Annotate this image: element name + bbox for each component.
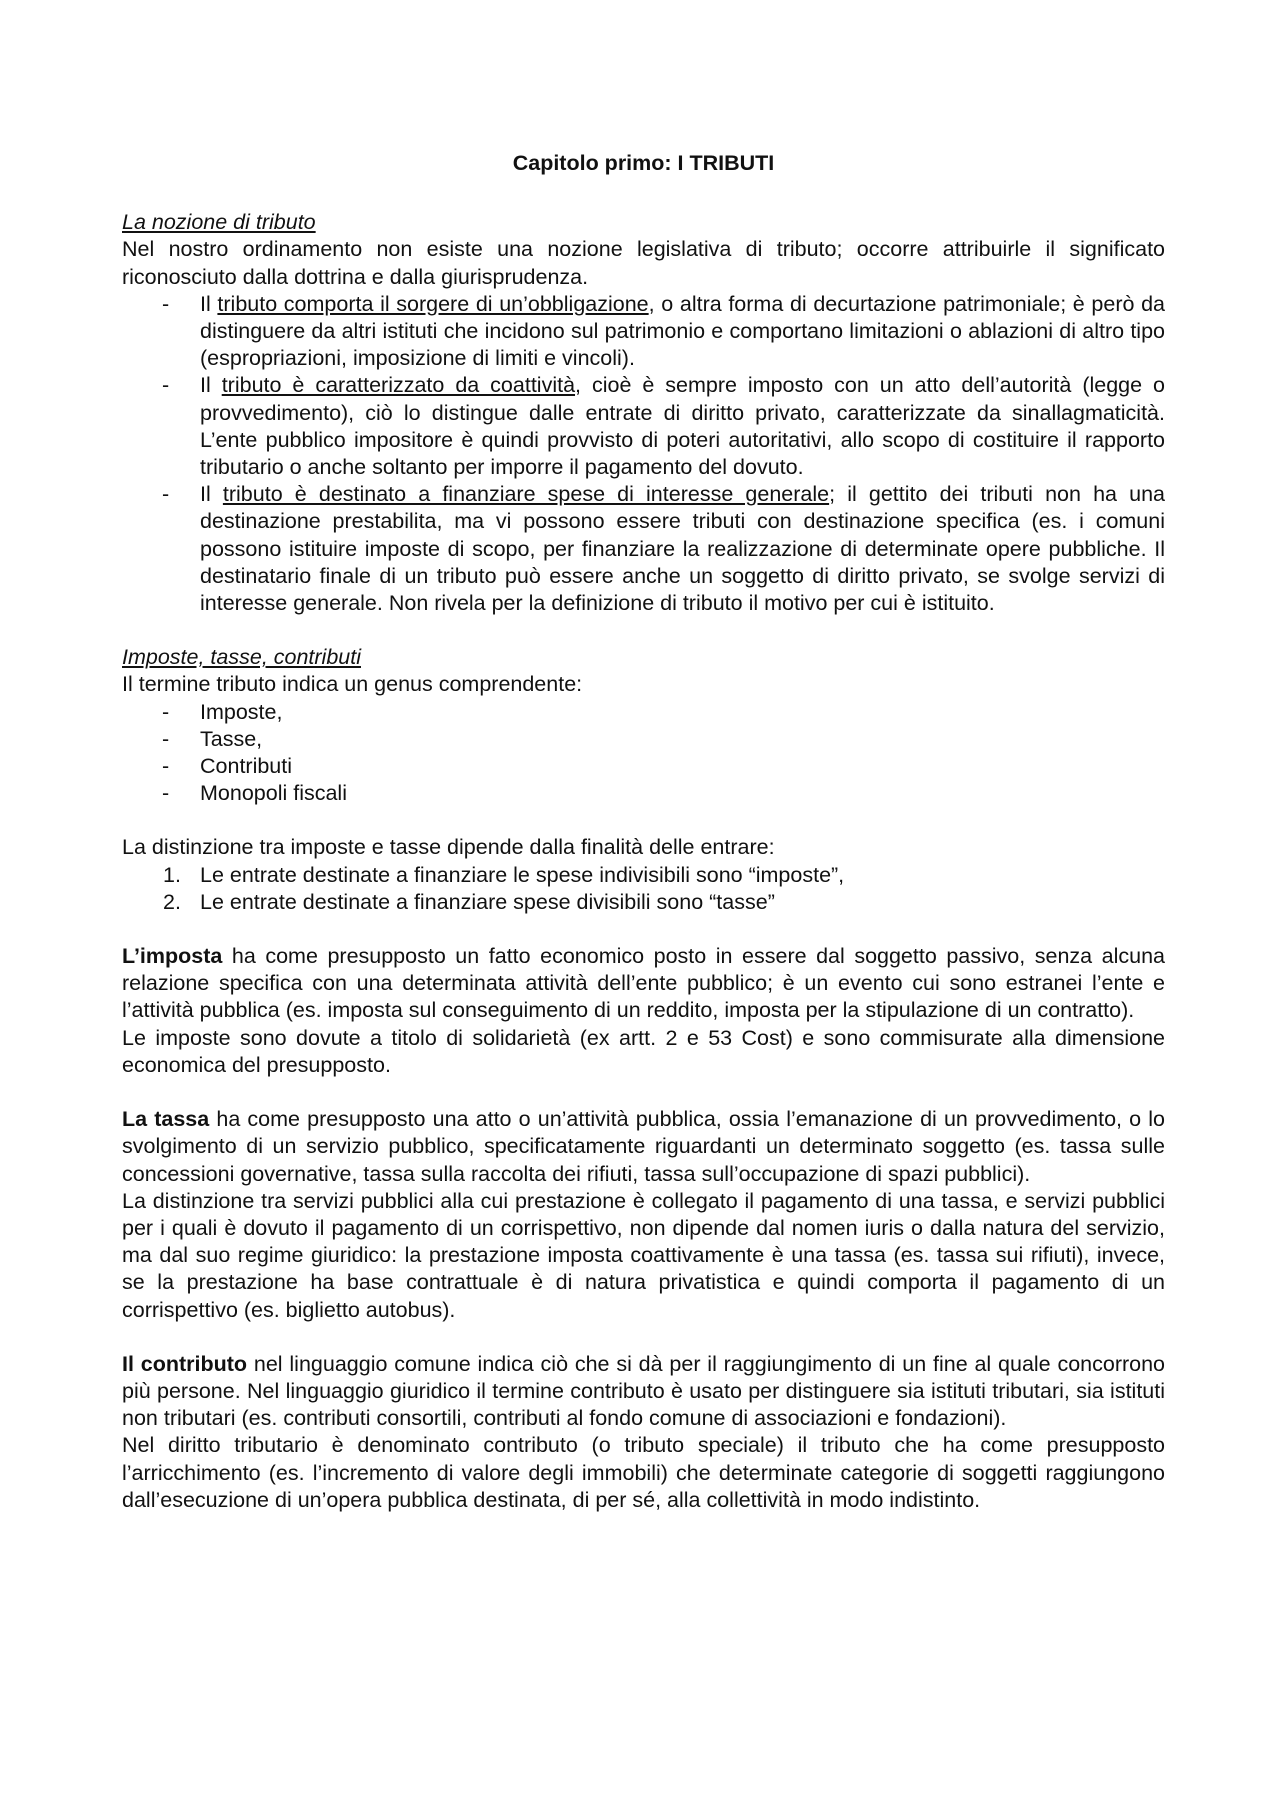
list-marker: -	[162, 291, 170, 316]
bullet-rest: , o altra forma di decurtazione patrimoniale; è però da distinguere da altri istituti che incidono sul patrimonio e comportano limitazioni o ablazioni di altro tipo (espropriazioni, imposizione di limiti e vincoli).	[200, 291, 1166, 371]
list-item	[122, 372, 1165, 481]
list-item	[122, 291, 1165, 373]
imposta-text: ha come presupposto un fatto economico posto in essere dal soggetto passivo, senza alcuna relazione specifica con una determinata attività dell’ente pubblico; è un evento cui sono estranei l’ente e l’attività pubblica (es. imposta sul conseguimento di un reddito, imposta per la stipulazione di un contratto).	[122, 944, 1165, 1023]
list-marker: -	[162, 726, 170, 751]
list-item	[122, 699, 1165, 726]
page-title: Capitolo primo: I TRIBUTI	[512, 151, 775, 175]
section-heading-imposte: Imposte, tasse, contributi	[122, 645, 361, 670]
spacer	[122, 807, 1165, 834]
list-number: 2.	[163, 889, 181, 914]
tassa-paragraph	[122, 1106, 1165, 1188]
section1-intro: Nel nostro ordinamento non esiste una nozione legislativa di tributo; occorre attribuirle il significato riconosciuto dalla dottrina e dalla giurisprudenza.	[122, 237, 1165, 289]
tassa-paragraph-2: La distinzione tra servizi pubblici alla cui prestazione è collegato il pagamento di una tassa, e servizi pubblici per i quali è dovuto il pagamento di un corrispettivo, non dipende dal nomen iuris o dalla natura del servizio, ma dal suo regime giuridico: la prestazione imposta coattivamente è una tassa (es. tassa sui rifiuti), invece, se la prestazione ha base contrattuale è di natura privatistica e quindi comporta il pagamento di un corrispettivo (es. biglietto autobus).	[122, 1188, 1165, 1322]
section2-intro: Il termine tributo indica un genus comprendente:	[122, 672, 583, 697]
list-item	[122, 889, 1165, 916]
list-item-text: Imposte,	[200, 699, 283, 724]
tassa-text: ha come presupposto una atto o un’attività pubblica, ossia l’emanazione di un provvedimento, o lo svolgimento di un servizio pubblico, specificatamente riguardanti un determinato soggetto (es. tassa sulle concessioni governative, tassa sulla raccolta dei rifiuti, tassa sull’occupazione di spazi pubblici).	[122, 1107, 1165, 1186]
bullet-underlined: tributo è destinato a finanziare spese di interesse generale	[222, 482, 830, 507]
document-page	[122, 150, 1165, 1514]
list-item	[122, 726, 1165, 753]
spacer	[122, 617, 1165, 644]
imposta-paragraph	[122, 943, 1165, 1025]
tassa-term: La tassa	[122, 1107, 210, 1132]
bullet-rest: ; il gettito dei tributi non ha una destinazione prestabilita, ma vi possono essere tributi con destinazione specifica (es. i comuni possono istituire imposte di scopo, per finanziare la realizzazione di determinate opere pubbliche. Il destinatario finale di un tributo può essere anche un soggetto di diritto privato, se svolge servizi di interesse generale. Non rivela per la definizione di tributo il motivo per cui è istituito.	[200, 482, 1165, 616]
bullet-lead: Il	[200, 373, 222, 398]
list-marker: -	[162, 781, 170, 806]
bullet-lead: Il	[200, 482, 223, 507]
bullet-rest: , cioè è sempre imposto con un atto dell’autorità (legge o provvedimento), ciò lo distingue dalle entrate di diritto privato, caratterizzate da sinallagmaticità. L’ente pubblico impositore è quindi provvisto di poteri autoritativi, allo scopo di costituire il rapporto tributario o anche soltanto per imporre il pagamento del dovuto.	[200, 373, 1165, 480]
list-marker: -	[162, 699, 170, 724]
imposta-paragraph-2: Le imposte sono dovute a titolo di solidarietà (ex artt. 2 e 53 Cost) e sono commisurate alla dimensione economica del presupposto.	[122, 1025, 1165, 1077]
list-item-text: Le entrate destinate a finanziare spese divisibili sono “tasse”	[200, 889, 775, 914]
bullet-lead: Il	[200, 291, 218, 316]
contributo-term: Il contributo	[122, 1351, 248, 1376]
contributo-paragraph-2: Nel diritto tributario è denominato contributo (o tributo speciale) il tributo che ha come presupposto l’arricchimento (es. l’incremento di valore degli immobili) che determinate categorie di soggetti raggiungono dall’esecuzione di un’opera pubblica destinata, di per sé, alla collettività in modo indistinto.	[122, 1433, 1165, 1512]
spacer	[122, 1079, 1165, 1106]
list-item	[122, 481, 1165, 617]
section2-genus-list	[122, 699, 1165, 808]
list-item-text: Monopoli fiscali	[200, 781, 347, 806]
contributo-text: nel linguaggio comune indica ciò che si dà per il raggiungimento di un fine al quale concorrono più persone. Nel linguaggio giuridico il termine contributo è usato per distinguere sia istituti tributari, sia istituti non tributari (es. contributi consortili, contributi al fondo comune di associazioni e fondazioni).	[122, 1351, 1166, 1431]
list-marker: -	[162, 482, 170, 507]
list-item-text: Le entrate destinate a finanziare le spese indivisibili sono “imposte”,	[200, 862, 845, 887]
list-item-text: Tasse,	[200, 726, 263, 751]
section-heading-nozione: La nozione di tributo	[122, 210, 316, 235]
section1-bullet-list	[122, 291, 1165, 617]
list-item	[122, 862, 1165, 889]
contributo-paragraph	[122, 1351, 1165, 1433]
list-item	[122, 753, 1165, 780]
bullet-underlined: tributo è caratterizzato da coattività	[221, 373, 576, 398]
imposta-term: L’imposta	[122, 944, 223, 969]
bullet-underlined: tributo comporta il sorgere di un’obbligazione	[217, 291, 649, 316]
spacer	[122, 1324, 1165, 1351]
distinction-intro: La distinzione tra imposte e tasse dipende dalla finalità delle entrare:	[122, 835, 775, 860]
list-marker: -	[162, 754, 170, 779]
list-marker: -	[162, 373, 170, 398]
list-item	[122, 780, 1165, 807]
list-number: 1.	[163, 862, 181, 887]
distinction-numbered-list	[122, 862, 1165, 916]
spacer	[122, 916, 1165, 943]
list-item-text: Contributi	[200, 754, 293, 779]
